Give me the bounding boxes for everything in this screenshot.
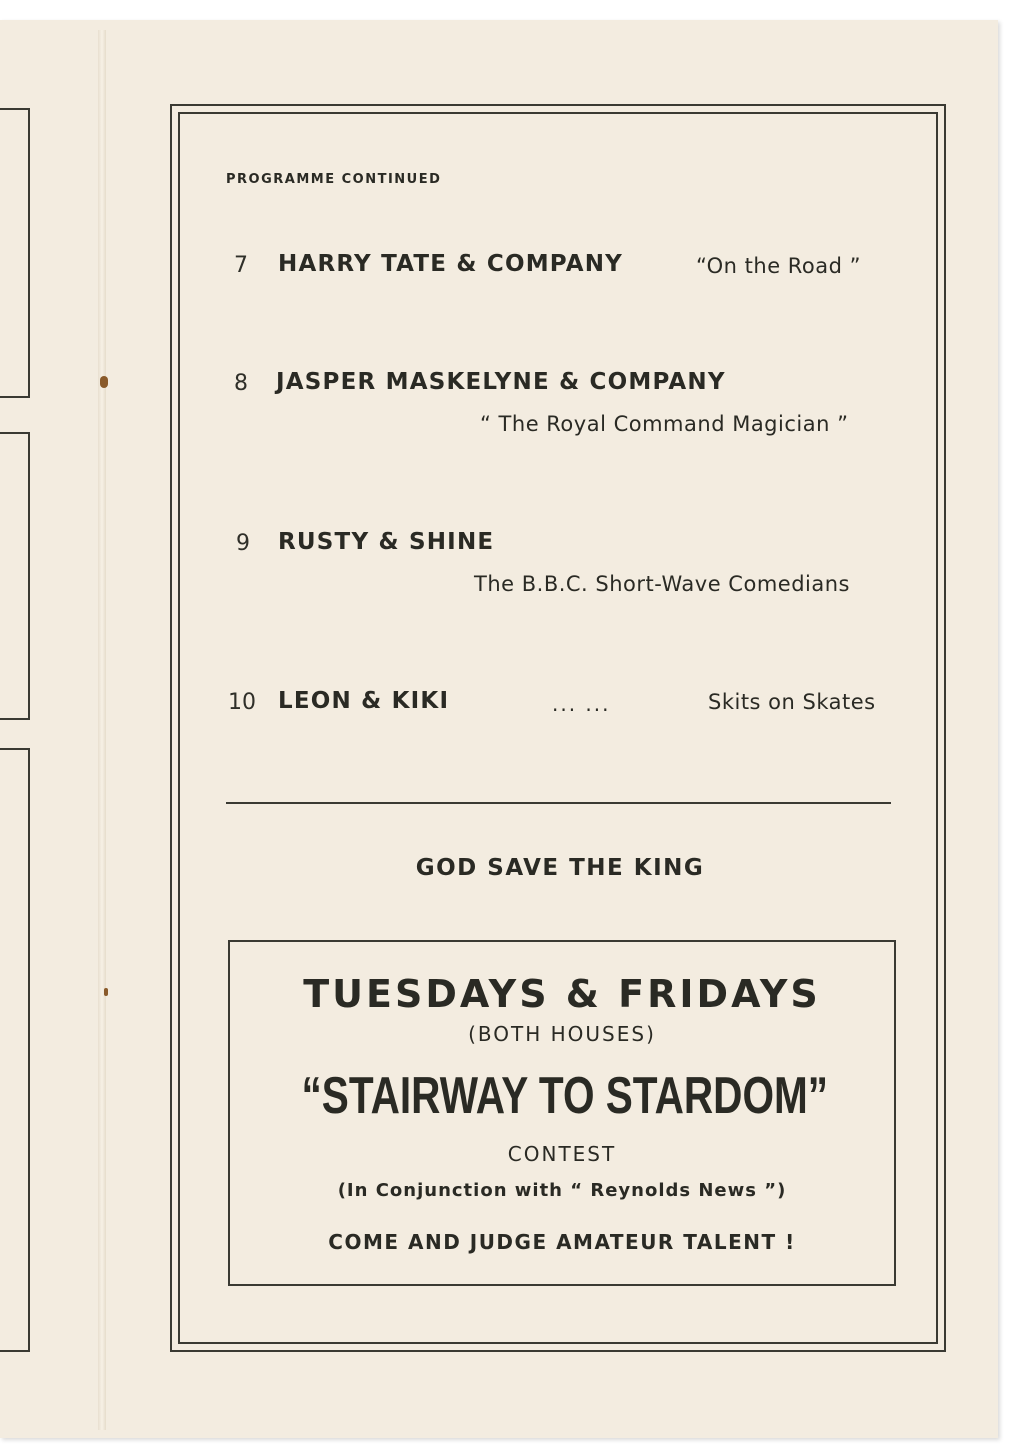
leader-dots: ... ...	[552, 692, 611, 716]
act-description: “ The Royal Command Magician ”	[480, 412, 849, 436]
staple-hole	[100, 376, 108, 388]
act-number: 9	[236, 531, 250, 556]
anthem-line: GOD SAVE THE KING	[415, 855, 705, 881]
act-name: RUSTY & SHINE	[278, 529, 495, 555]
act-name: HARRY TATE & COMPANY	[278, 251, 624, 277]
advert-conjunction: (In Conjunction with “ Reynolds News ”)	[337, 1180, 787, 1201]
act-number: 10	[228, 690, 256, 715]
staple-hole	[104, 988, 108, 996]
act-description: The B.B.C. Short-Wave Comedians	[474, 572, 850, 596]
advert-call: COME AND JUDGE AMATEUR TALENT !	[328, 1230, 796, 1254]
advert-houses: (BOTH HOUSES)	[468, 1022, 656, 1046]
left-page-frame-middle	[0, 432, 30, 720]
act-number: 7	[234, 253, 248, 278]
advert-contest: CONTEST	[507, 1142, 617, 1166]
advert-days: TUESDAYS & FRIDAYS	[303, 972, 821, 1016]
divider-rule	[226, 802, 891, 804]
left-page-frame-top	[0, 108, 30, 398]
act-description: “On the Road ”	[696, 254, 862, 278]
act-description: Skits on Skates	[708, 690, 876, 714]
page-fold	[98, 30, 106, 1430]
advert-title: “STAIRWAY TO STARDOM”	[301, 1067, 829, 1125]
act-name: JASPER MASKELYNE & COMPANY	[276, 369, 726, 395]
act-number: 8	[234, 371, 248, 396]
act-name: LEON & KIKI	[278, 688, 450, 714]
programme-continued-label: PROGRAMME CONTINUED	[226, 172, 442, 187]
left-page-frame-bottom	[0, 748, 30, 1352]
